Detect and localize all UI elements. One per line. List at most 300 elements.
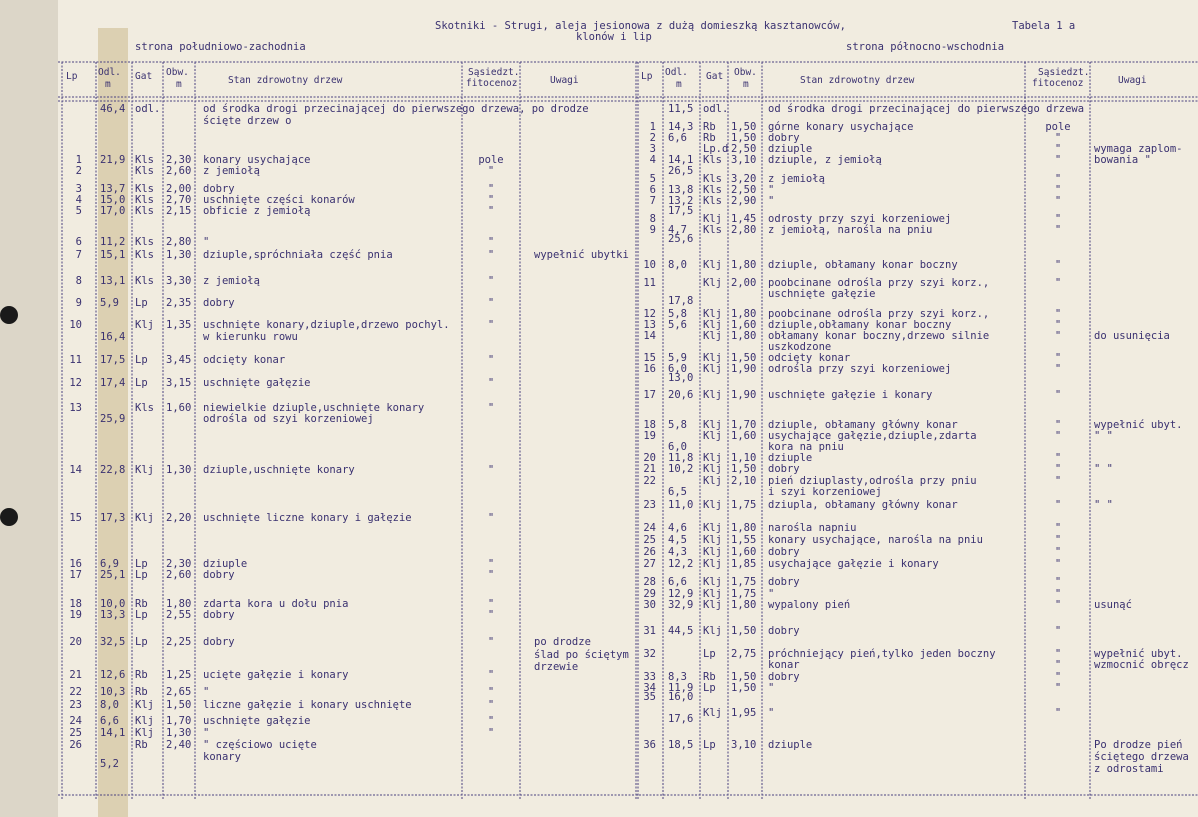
- left-row-lp: 15: [69, 512, 82, 524]
- col-odl-unit-r: m: [676, 79, 682, 90]
- right-row-obw: 3,20: [731, 173, 757, 185]
- right-row-stan: dobry: [768, 546, 800, 558]
- left-row-gat: Lp: [135, 354, 148, 366]
- left-row-gat: Klj: [135, 727, 154, 739]
- left-row-obw: 1,35: [166, 319, 192, 331]
- right-row-sasiedztwo: ": [1054, 184, 1062, 196]
- left-row-sasiedztwo: pole: [478, 154, 504, 166]
- right-row-sasiedztwo: ": [1054, 648, 1062, 660]
- left-row-obw: 1,30: [166, 249, 192, 261]
- right-row-gat: Klj: [703, 534, 722, 546]
- right-row-sasiedztwo: ": [1054, 419, 1062, 431]
- right-row-obw: 1,60: [731, 430, 757, 442]
- right-row-lp: 1: [649, 121, 656, 133]
- left-row-obw: 2,70: [166, 194, 192, 206]
- left-row-lp: 23: [69, 699, 82, 711]
- right-row-odl: 11,8: [668, 452, 694, 464]
- left-row-lp: 17: [69, 569, 82, 581]
- col-gat-r: Gat: [706, 71, 724, 82]
- right-row-stan: dziuple: [768, 739, 813, 751]
- left-row-obw: 2,65: [166, 686, 192, 698]
- right-row-obw: 1,90: [731, 363, 757, 375]
- right-row-obw: 1,85: [731, 558, 757, 570]
- right-row-lp: 12: [643, 308, 656, 320]
- right-row-stan: z jemiołą, narośla na pniu: [768, 224, 933, 236]
- col-odl-r: Odl.: [665, 67, 688, 78]
- left-row-gat: Lp: [135, 609, 148, 621]
- col-obw-unit: m: [176, 79, 182, 90]
- right-row-uwagi: " ": [1094, 499, 1113, 511]
- right-row-gat: Klj: [703, 707, 722, 719]
- right-row-stan: uschnięte gałęzie: [768, 288, 876, 300]
- right-row-lp: 5: [649, 173, 656, 185]
- left-row-gat: Rb: [135, 598, 148, 610]
- right-row-gat: Klj: [703, 463, 722, 475]
- right-row-odl: 6,5: [668, 486, 687, 498]
- right-row-obw: 2,90: [731, 195, 757, 207]
- right-row-odl: 20,6: [668, 389, 694, 401]
- left-row-odl: 46,4: [100, 103, 126, 115]
- right-row-odl: 13,0: [668, 372, 694, 384]
- left-row-sasiedztwo: ": [487, 727, 495, 739]
- left-row-stan: uschnięte gałęzie: [203, 377, 311, 389]
- right-row-gat: Lp: [703, 739, 716, 751]
- right-row-gat: Klj: [703, 259, 722, 271]
- right-row-stan: dziuple, obłamany główny konar: [768, 419, 958, 431]
- right-row-stan: ": [768, 682, 775, 694]
- right-row-stan: dziuple: [768, 452, 813, 464]
- left-row-obw: 1,60: [166, 402, 192, 414]
- left-row-gat: Kls: [135, 194, 154, 206]
- right-row-stan: odrosty przy szyi korzeniowej: [768, 213, 952, 225]
- left-row-gat: Kls: [135, 275, 154, 287]
- right-row-obw: 1,80: [731, 308, 757, 320]
- left-row-odl: 8,0: [100, 699, 119, 711]
- right-row-lp: 29: [643, 588, 656, 600]
- col-uwagi: Uwagi: [550, 75, 579, 86]
- right-row-uwagi: Po drodze pień: [1094, 739, 1183, 751]
- left-row-obw: 2,35: [166, 297, 192, 309]
- right-row-lp: 6: [649, 184, 656, 196]
- right-row-sasiedztwo: ": [1054, 452, 1062, 464]
- right-row-odl: 5,6: [668, 319, 687, 331]
- right-row-odl: 11,5: [668, 103, 694, 115]
- left-row-lp: 5: [75, 205, 82, 217]
- left-row-stan: ": [203, 727, 210, 739]
- left-row-odl: 6,6: [100, 715, 119, 727]
- right-row-stan: konary usychające, narośla na pniu: [768, 534, 983, 546]
- right-row-sasiedztwo: ": [1054, 534, 1062, 546]
- right-row-obw: 1,60: [731, 546, 757, 558]
- left-row-obw: 1,30: [166, 727, 192, 739]
- right-row-obw: 2,10: [731, 475, 757, 487]
- right-row-obw: 1,80: [731, 522, 757, 534]
- left-row-uwagi: ślad po ściętym: [534, 649, 629, 661]
- left-row-sasiedztwo: ": [487, 205, 495, 217]
- right-row-uwagi: wzmocnić obręcz: [1094, 659, 1189, 671]
- right-row-gat: Lp: [703, 648, 716, 660]
- left-row-stan: od środka drogi przecinającej do pierwszego drzewa, po drodze: [203, 103, 589, 115]
- right-row-stan: poobcinane odrośla przy szyi korz.,: [768, 308, 990, 320]
- left-row-lp: 20: [69, 636, 82, 648]
- right-row-lp: 2: [649, 132, 656, 144]
- right-row-stan: dziuple, z jemiołą: [768, 154, 882, 166]
- right-row-odl: 11,9: [668, 682, 694, 694]
- left-row-lp: 8: [75, 275, 82, 287]
- right-row-lp: 27: [643, 558, 656, 570]
- right-row-sasiedztwo: pole: [1045, 121, 1071, 133]
- right-row-gat: Klj: [703, 475, 722, 487]
- left-row-sasiedztwo: ": [487, 297, 495, 309]
- right-row-uwagi: usunąć: [1094, 599, 1132, 611]
- right-row-lp: 7: [649, 195, 656, 207]
- right-row-sasiedztwo: ": [1054, 625, 1062, 637]
- right-row-uwagi: " ": [1094, 430, 1113, 442]
- right-row-lp: 19: [643, 430, 656, 442]
- col-odl-unit: m: [105, 79, 111, 90]
- right-row-obw: 1,80: [731, 330, 757, 342]
- left-row-obw: 2,30: [166, 558, 192, 570]
- left-row-obw: 2,00: [166, 183, 192, 195]
- right-row-sasiedztwo: ": [1054, 308, 1062, 320]
- right-row-sasiedztwo: ": [1054, 352, 1062, 364]
- left-row-gat: Klj: [135, 319, 154, 331]
- right-row-odl: 12,2: [668, 558, 694, 570]
- right-row-gat: Kls: [703, 173, 722, 185]
- right-row-sasiedztwo: ": [1054, 224, 1062, 236]
- right-row-lp: 31: [643, 625, 656, 637]
- right-row-odl: 6,0: [668, 441, 687, 453]
- left-row-stan: dobry: [203, 636, 235, 648]
- right-row-uwagi: wypełnić ubyt.: [1094, 419, 1183, 431]
- left-row-obw: 2,60: [166, 569, 192, 581]
- col-fitocenoz: fitocenoz: [466, 78, 518, 89]
- right-row-uwagi: " ": [1094, 463, 1113, 475]
- col-obw-unit-r: m: [743, 79, 749, 90]
- left-row-gat: Kls: [135, 165, 154, 177]
- left-row-obw: 1,30: [166, 464, 192, 476]
- left-row-sasiedztwo: ": [487, 699, 495, 711]
- right-row-stan: usychające gałęzie,dziuple,zdarta: [768, 430, 977, 442]
- left-row-stan: niewielkie dziuple,uschnięte konary: [203, 402, 425, 414]
- right-row-lp: 10: [643, 259, 656, 271]
- col-lp-r: Lp: [641, 71, 653, 82]
- right-row-stan: dobry: [768, 132, 800, 144]
- right-row-sasiedztwo: ": [1054, 330, 1062, 342]
- right-row-uwagi: ściętego drzewa: [1094, 751, 1189, 763]
- right-row-stan: dobry: [768, 576, 800, 588]
- right-row-obw: 2,75: [731, 648, 757, 660]
- right-row-lp: 21: [643, 463, 656, 475]
- left-row-sasiedztwo: ": [487, 402, 495, 414]
- right-row-stan: ": [768, 588, 775, 600]
- left-row-gat: Lp: [135, 377, 148, 389]
- left-row-stan: dziuple: [203, 558, 248, 570]
- left-row-odl: 5,2: [100, 758, 119, 770]
- right-row-sasiedztwo: ": [1054, 558, 1062, 570]
- right-row-odl: 17,6: [668, 713, 694, 725]
- left-row-odl: 10,0: [100, 598, 126, 610]
- left-row-gat: Rb: [135, 739, 148, 751]
- left-row-uwagi: wypełnić ubytki: [534, 249, 629, 261]
- right-row-odl: 26,5: [668, 165, 694, 177]
- side-right-label: strona północno-wschodnia: [846, 41, 1005, 53]
- left-row-stan: dobry: [203, 183, 235, 195]
- right-row-sasiedztwo: ": [1054, 132, 1062, 144]
- right-row-gat: Kls: [703, 224, 722, 236]
- left-row-lp: 1: [75, 154, 82, 166]
- right-row-sasiedztwo: ": [1054, 430, 1062, 442]
- left-row-sasiedztwo: ": [487, 377, 495, 389]
- right-row-sasiedztwo: ": [1054, 277, 1062, 289]
- right-row-stan: i szyi korzeniowej: [768, 486, 882, 498]
- left-row-sasiedztwo: ": [487, 558, 495, 570]
- right-row-gat: Kls: [703, 195, 722, 207]
- document-title: Skotniki - Strugi, aleja jesionowa z dużą domieszką kasztanowców,: [435, 20, 846, 32]
- right-row-obw: 1,80: [731, 259, 757, 271]
- right-row-gat: Klj: [703, 319, 722, 331]
- left-row-lp: 2: [75, 165, 82, 177]
- right-row-odl: 25,6: [668, 233, 694, 245]
- right-row-gat: Klj: [703, 363, 722, 375]
- left-row-uwagi: po drodze: [534, 636, 591, 648]
- right-row-stan: narośla napniu: [768, 522, 857, 534]
- right-row-gat: Kls: [703, 154, 722, 166]
- left-row-lp: 3: [75, 183, 82, 195]
- left-row-gat: Kls: [135, 236, 154, 248]
- right-row-obw: 1,50: [731, 625, 757, 637]
- left-row-lp: 6: [75, 236, 82, 248]
- col-obw-r: Obw.: [734, 67, 757, 78]
- right-row-lp: 23: [643, 499, 656, 511]
- right-row-obw: 2,00: [731, 277, 757, 289]
- right-row-obw: 1,50: [731, 671, 757, 683]
- right-row-odl: 10,2: [668, 463, 694, 475]
- left-row-odl: 15,0: [100, 194, 126, 206]
- right-row-sasiedztwo: ": [1054, 173, 1062, 185]
- left-row-obw: 2,30: [166, 154, 192, 166]
- left-row-lp: 21: [69, 669, 82, 681]
- right-row-gat: Klj: [703, 430, 722, 442]
- right-row-obw: 1,70: [731, 419, 757, 431]
- left-row-odl: 15,1: [100, 249, 126, 261]
- right-row-uwagi: wypełnić ubyt.: [1094, 648, 1183, 660]
- col-odl: Odl.: [98, 67, 121, 78]
- col-gat: Gat: [135, 71, 153, 82]
- left-row-obw: 3,30: [166, 275, 192, 287]
- right-row-stan: poobcinane odrośla przy szyi korz.,: [768, 277, 990, 289]
- right-row-sasiedztwo: ": [1054, 522, 1062, 534]
- right-row-obw: 1,55: [731, 534, 757, 546]
- right-row-gat: Rb: [703, 671, 716, 683]
- left-row-gat: Lp: [135, 558, 148, 570]
- left-row-lp: 22: [69, 686, 82, 698]
- right-row-stan: próchniejący pień,tylko jeden boczny: [768, 648, 996, 660]
- right-row-lp: 26: [643, 546, 656, 558]
- right-row-sasiedztwo: ": [1054, 588, 1062, 600]
- left-row-gat: Lp: [135, 297, 148, 309]
- right-row-stan: odcięty konar: [768, 352, 851, 364]
- right-row-gat: Klj: [703, 546, 722, 558]
- left-row-odl: 17,3: [100, 512, 126, 524]
- right-row-obw: 1,50: [731, 121, 757, 133]
- left-row-gat: Klj: [135, 699, 154, 711]
- left-row-obw: 2,15: [166, 205, 192, 217]
- left-row-lp: 25: [69, 727, 82, 739]
- left-row-sasiedztwo: ": [487, 636, 495, 648]
- right-row-lp: 18: [643, 419, 656, 431]
- left-row-sasiedztwo: ": [487, 512, 495, 524]
- right-row-odl: 17,5: [668, 205, 694, 217]
- right-row-lp: 28: [643, 576, 656, 588]
- right-row-stan: obłamany konar boczny,drzewo silnie: [768, 330, 990, 342]
- left-row-sasiedztwo: ": [487, 669, 495, 681]
- col-obw: Obw.: [166, 67, 189, 78]
- right-row-gat: Klj: [703, 522, 722, 534]
- right-row-odl: 6,0: [668, 363, 687, 375]
- right-row-obw: 1,80: [731, 599, 757, 611]
- right-row-obw: 1,50: [731, 132, 757, 144]
- left-row-lp: 12: [69, 377, 82, 389]
- right-row-sasiedztwo: ": [1054, 389, 1062, 401]
- right-row-lp: 25: [643, 534, 656, 546]
- right-row-obw: 1,45: [731, 213, 757, 225]
- left-row-sasiedztwo: ": [487, 275, 495, 287]
- right-row-stan: dziupla, obłamany główny konar: [768, 499, 958, 511]
- right-row-stan: ": [768, 707, 775, 719]
- left-row-sasiedztwo: ": [487, 464, 495, 476]
- right-row-odl: 4,3: [668, 546, 687, 558]
- left-row-stan: z jemiołą: [203, 165, 260, 177]
- left-row-stan: ścięte drzew o: [203, 115, 292, 127]
- right-row-odl: 5,8: [668, 308, 687, 320]
- left-row-odl: 13,7: [100, 183, 126, 195]
- right-row-gat: Lp: [703, 682, 716, 694]
- left-row-stan: odcięty konar: [203, 354, 286, 366]
- left-row-obw: 1,25: [166, 669, 192, 681]
- right-row-sasiedztwo: ": [1054, 707, 1062, 719]
- right-row-stan: dziuple,obłamany konar boczny: [768, 319, 952, 331]
- right-row-lp: 17: [643, 389, 656, 401]
- left-row-odl: 6,9: [100, 558, 119, 570]
- left-row-obw: 1,70: [166, 715, 192, 727]
- left-row-obw: 2,40: [166, 739, 192, 751]
- right-row-odl: 13,8: [668, 184, 694, 196]
- right-row-gat: Klj: [703, 558, 722, 570]
- right-row-stan: usychające gałęzie i konary: [768, 558, 939, 570]
- right-row-odl: 5,9: [668, 352, 687, 364]
- left-row-obw: 2,55: [166, 609, 192, 621]
- right-row-stan: odrośla przy szyi korzeniowej: [768, 363, 952, 375]
- right-row-odl: 8,0: [668, 259, 687, 271]
- left-row-stan: uschnięte konary,dziuple,drzewo pochyl.: [203, 319, 450, 331]
- right-row-lp: 15: [643, 352, 656, 364]
- left-row-odl: 13,1: [100, 275, 126, 287]
- right-row-gat: Klj: [703, 213, 722, 225]
- left-row-lp: 9: [75, 297, 82, 309]
- left-row-sasiedztwo: ": [487, 183, 495, 195]
- right-row-obw: 2,50: [731, 184, 757, 196]
- right-row-gat: Klj: [703, 389, 722, 401]
- right-row-lp: 8: [649, 213, 656, 225]
- right-row-odl: 8,3: [668, 671, 687, 683]
- right-row-obw: 1,95: [731, 707, 757, 719]
- left-row-sasiedztwo: ": [487, 686, 495, 698]
- right-row-sasiedztwo: ": [1054, 499, 1062, 511]
- right-row-gat: Klj: [703, 625, 722, 637]
- right-row-stan: dobry: [768, 671, 800, 683]
- right-row-odl: 32,9: [668, 599, 694, 611]
- right-row-lp: 4: [649, 154, 656, 166]
- left-row-stan: w kierunku rowu: [203, 331, 298, 343]
- left-row-odl: 17,5: [100, 354, 126, 366]
- right-row-uwagi: z odrostami: [1094, 763, 1164, 775]
- left-row-sasiedztwo: ": [487, 609, 495, 621]
- document-title-cont: klonów i lip: [576, 31, 652, 43]
- right-row-obw: 1,50: [731, 682, 757, 694]
- right-row-odl: 17,8: [668, 295, 694, 307]
- right-row-stan: konar: [768, 659, 800, 671]
- right-row-obw: 1,75: [731, 588, 757, 600]
- left-row-lp: 10: [69, 319, 82, 331]
- right-row-gat: Klj: [703, 499, 722, 511]
- left-row-stan: konary: [203, 751, 241, 763]
- left-row-odl: 11,2: [100, 236, 126, 248]
- right-row-odl: 6,6: [668, 132, 687, 144]
- left-row-odl: 16,4: [100, 331, 126, 343]
- right-row-sasiedztwo: ": [1054, 143, 1062, 155]
- right-row-stan: ": [768, 195, 775, 207]
- col-sasiedzt-r: Sąsiedzt.: [1038, 67, 1090, 78]
- right-row-odl: 16,0: [668, 691, 694, 703]
- right-row-sasiedztwo: ": [1054, 195, 1062, 207]
- right-row-gat: Klj: [703, 452, 722, 464]
- right-row-odl: 14,3: [668, 121, 694, 133]
- right-row-obw: 1,50: [731, 463, 757, 475]
- right-row-gat: Klj: [703, 576, 722, 588]
- left-row-sasiedztwo: ": [487, 319, 495, 331]
- left-row-obw: 1,80: [166, 598, 192, 610]
- left-row-stan: zdarta kora u dołu pnia: [203, 598, 349, 610]
- right-row-lp: 14: [643, 330, 656, 342]
- right-row-stan: górne konary usychające: [768, 121, 914, 133]
- left-row-obw: 2,60: [166, 165, 192, 177]
- left-row-stan: ucięte gałęzie i konary: [203, 669, 349, 681]
- right-row-gat: Kls: [703, 184, 722, 196]
- right-row-lp: 11: [643, 277, 656, 289]
- right-row-stan: ": [768, 184, 775, 196]
- right-row-lp: 16: [643, 363, 656, 375]
- left-row-lp: 11: [69, 354, 82, 366]
- right-row-stan: uszkodzone: [768, 341, 832, 353]
- right-row-stan: dziuple: [768, 143, 813, 155]
- right-row-sasiedztwo: ": [1054, 319, 1062, 331]
- col-sasiedzt: Sąsiedzt.: [468, 67, 520, 78]
- col-stan: Stan zdrowotny drzew: [228, 75, 343, 86]
- col-lp: Lp: [66, 71, 78, 82]
- left-row-stan: dziuple,spróchniała część pnia: [203, 249, 393, 261]
- right-row-gat: Klj: [703, 352, 722, 364]
- right-row-sasiedztwo: ": [1054, 682, 1062, 694]
- right-row-gat: Klj: [703, 588, 722, 600]
- right-row-lp: 24: [643, 522, 656, 534]
- col-uwagi-r: Uwagi: [1118, 75, 1147, 86]
- right-row-gat: Klj: [703, 277, 722, 289]
- left-row-sasiedztwo: ": [487, 715, 495, 727]
- col-stan-r: Stan zdrowotny drzew: [800, 75, 915, 86]
- right-row-lp: 22: [643, 475, 656, 487]
- right-row-lp: 33: [643, 671, 656, 683]
